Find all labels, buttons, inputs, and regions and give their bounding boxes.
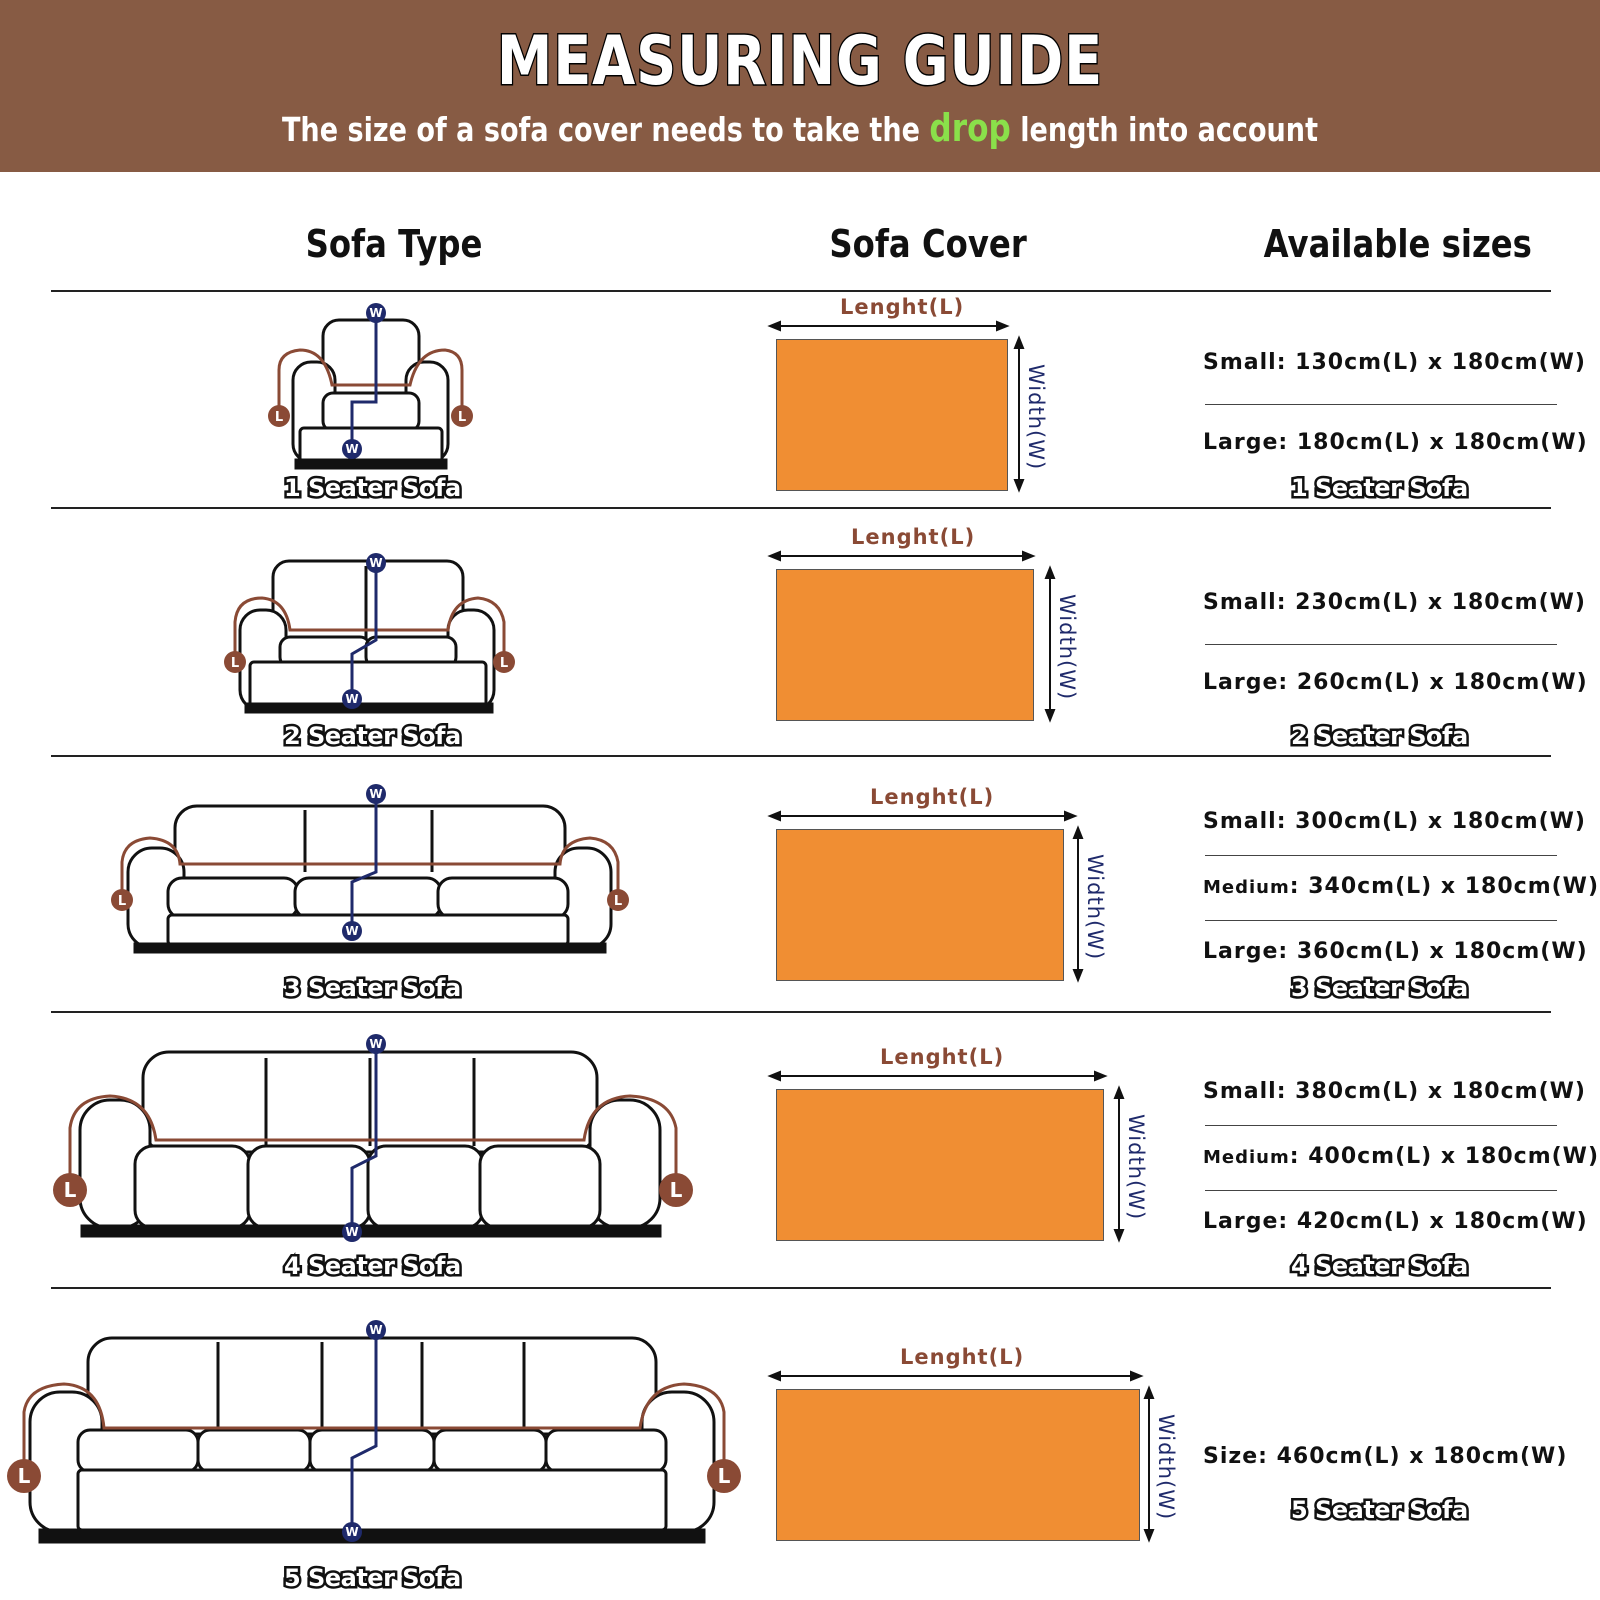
sofa-cover-3-seater: [776, 829, 1064, 981]
size-name: Small: [1203, 590, 1277, 615]
size-value: 380cm(L) x 180cm(W): [1295, 1079, 1586, 1104]
cover-width-label: Width(W): [1124, 1114, 1148, 1221]
size-option: Large: 260cm(L) x 180cm(W): [1203, 670, 1588, 695]
size-divider: [1205, 1125, 1557, 1126]
sofa-type-label: 5 Seater Sofa: [284, 1564, 461, 1592]
size-value: 260cm(L) x 180cm(W): [1296, 670, 1588, 695]
width-marker-letter: W: [369, 1037, 383, 1051]
size-value: 130cm(L) x 180cm(W): [1295, 350, 1586, 375]
size-name: Small: [1203, 1079, 1277, 1104]
size-option: Large: 360cm(L) x 180cm(W): [1203, 939, 1588, 964]
size-name: Size: [1203, 1444, 1259, 1469]
size-value: 400cm(L) x 180cm(W): [1308, 1144, 1600, 1169]
size-name: Small: [1203, 350, 1277, 375]
sofa-type-label: 4 Seater Sofa: [284, 1252, 461, 1280]
size-name: Large: [1203, 670, 1279, 695]
size-value: 230cm(L) x 180cm(W): [1295, 590, 1586, 615]
length-marker-letter: L: [63, 1178, 77, 1202]
cover-width-label: Width(W): [1024, 364, 1048, 471]
size-value: 460cm(L) x 180cm(W): [1276, 1444, 1568, 1469]
sofa-type-label: 1 Seater Sofa: [284, 474, 461, 502]
cover-length-label: Lenght(L): [870, 785, 995, 809]
width-marker-letter: W: [345, 692, 359, 706]
length-marker-letter: L: [17, 1464, 31, 1488]
sofa-3-seater-icon: [128, 806, 611, 952]
cover-length-label: Lenght(L): [880, 1045, 1005, 1069]
size-divider: [1205, 1190, 1557, 1191]
size-divider: [1205, 404, 1557, 405]
length-marker-letter: L: [274, 410, 284, 425]
cover-width-label: Width(W): [1154, 1414, 1178, 1521]
length-marker-letter: L: [669, 1178, 683, 1202]
size-divider: [1205, 920, 1557, 921]
size-option: Size: 460cm(L) x 180cm(W): [1203, 1444, 1568, 1469]
sofa-cover-4-seater: [776, 1089, 1104, 1241]
subtitle-highlight: drop: [929, 106, 1011, 150]
sofa-2-seater-icon: [240, 561, 494, 712]
size-divider: [1205, 855, 1557, 856]
page-title: MEASURING GUIDE: [496, 22, 1104, 101]
cover-width-label: Width(W): [1083, 854, 1107, 961]
size-name: Small: [1203, 809, 1277, 834]
width-marker-letter: W: [369, 556, 383, 570]
size-row-label: 4 Seater Sofa: [1291, 1252, 1468, 1280]
width-marker-letter: W: [369, 787, 383, 801]
sofa-1-seater-icon: [293, 320, 448, 468]
length-marker-letter: L: [457, 410, 467, 425]
size-row-label: 2 Seater Sofa: [1291, 722, 1468, 750]
width-marker-letter: W: [369, 306, 383, 320]
size-option: Small: 300cm(L) x 180cm(W): [1203, 809, 1586, 834]
size-name: Large: [1203, 430, 1279, 455]
size-divider: [1205, 644, 1557, 645]
size-value: 180cm(L) x 180cm(W): [1296, 430, 1588, 455]
subtitle-after: length into account: [1020, 110, 1319, 149]
size-row-label: 1 Seater Sofa: [1291, 474, 1468, 502]
cover-length-label: Lenght(L): [851, 525, 976, 549]
size-option: Medium: 400cm(L) x 180cm(W): [1203, 1144, 1600, 1169]
cover-length-label: Lenght(L): [900, 1345, 1025, 1369]
size-option: Large: 180cm(L) x 180cm(W): [1203, 430, 1588, 455]
size-row-label: 5 Seater Sofa: [1291, 1496, 1468, 1524]
length-marker-letter: L: [117, 894, 127, 909]
length-marker-letter: L: [717, 1464, 731, 1488]
size-name: Medium: [1203, 877, 1290, 898]
size-name: Medium: [1203, 1147, 1290, 1168]
sofa-5-seater-icon: [30, 1338, 714, 1542]
sofa-4-seater-icon: [80, 1052, 660, 1236]
sofa-type-label: 2 Seater Sofa: [284, 722, 461, 750]
size-option: Small: 380cm(L) x 180cm(W): [1203, 1079, 1586, 1104]
column-heading-sofa-type: Sofa Type: [305, 222, 483, 266]
column-heading-sofa-cover: Sofa Cover: [829, 222, 1027, 266]
cover-length-label: Lenght(L): [840, 295, 965, 319]
length-marker-letter: L: [230, 656, 240, 671]
size-value: 300cm(L) x 180cm(W): [1295, 809, 1586, 834]
sofa-cover-2-seater: [776, 569, 1034, 721]
size-option: Small: 130cm(L) x 180cm(W): [1203, 350, 1586, 375]
size-option: Large: 420cm(L) x 180cm(W): [1203, 1209, 1588, 1234]
width-marker-letter: W: [345, 924, 359, 938]
cover-width-label: Width(W): [1055, 594, 1079, 701]
width-marker-letter: W: [345, 442, 359, 456]
sofa-cover-1-seater: [776, 339, 1008, 491]
size-option: Medium: 340cm(L) x 180cm(W): [1203, 874, 1600, 899]
width-marker-letter: W: [345, 1225, 359, 1239]
width-marker-letter: W: [369, 1323, 383, 1337]
width-marker-letter: W: [345, 1525, 359, 1539]
length-marker-letter: L: [499, 656, 509, 671]
size-value: 360cm(L) x 180cm(W): [1296, 939, 1588, 964]
sofa-type-label: 3 Seater Sofa: [284, 974, 461, 1002]
size-row-label: 3 Seater Sofa: [1291, 974, 1468, 1002]
size-name: Large: [1203, 939, 1279, 964]
length-marker-letter: L: [613, 894, 623, 909]
column-heading-available-sizes: Available sizes: [1263, 222, 1532, 266]
size-name: Large: [1203, 1209, 1279, 1234]
size-option: Small: 230cm(L) x 180cm(W): [1203, 590, 1586, 615]
subtitle-before: The size of a sofa cover needs to take the: [281, 110, 920, 149]
size-value: 420cm(L) x 180cm(W): [1296, 1209, 1588, 1234]
sofa-cover-5-seater: [776, 1389, 1140, 1541]
size-value: 340cm(L) x 180cm(W): [1308, 874, 1600, 899]
